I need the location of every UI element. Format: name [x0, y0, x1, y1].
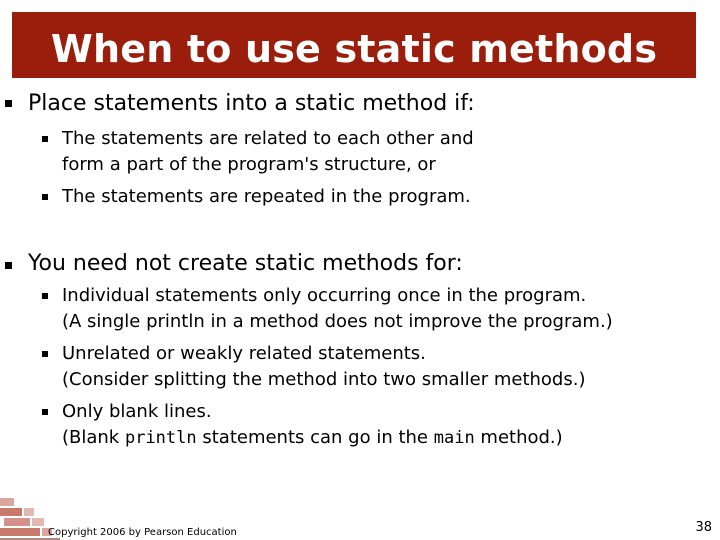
sub-bullet-line: Only blank lines. [62, 401, 212, 422]
sub-bullet-repeated: The statements are repeated in the program. [62, 186, 471, 207]
sub-bullet-line: Unrelated or weakly related statements. [62, 343, 426, 364]
code-main: main [433, 428, 475, 448]
sub-bullet-square [42, 351, 48, 357]
sub-bullet-line: Individual statements only occurring once in the program. [62, 285, 587, 306]
slide-title: When to use static methods [50, 27, 658, 71]
bullet-need-not: You need not create static methods for: [28, 251, 463, 276]
page-number: 38 [695, 520, 712, 535]
copyright-footer: Copyright 2006 by Pearson Education [48, 527, 237, 538]
sub-bullet-line: The statements are related to each other and [62, 128, 474, 149]
sub-bullet-line: form a part of the program's structure, or [62, 154, 436, 175]
sub-bullet-blank-lines [62, 399, 563, 451]
sub-bullet-individual [62, 283, 613, 335]
title-bar [12, 12, 696, 78]
sub-bullet-square [42, 194, 48, 200]
sub-bullet-line: (Consider splitting the method into two smaller methods.) [62, 369, 586, 390]
sub-bullet-unrelated [62, 341, 585, 393]
bullet-square [5, 262, 12, 269]
sub-bullet-related [62, 126, 474, 178]
text-fragment: (Blank [62, 427, 125, 448]
bullet-square [5, 100, 12, 107]
sub-bullet-square [42, 136, 48, 142]
sub-bullet-square [42, 409, 48, 415]
sub-bullet-line: (A single println in a method does not improve the program.) [62, 311, 613, 332]
text-fragment: method.) [474, 427, 563, 448]
code-println: println [124, 428, 197, 448]
sub-bullet-square [42, 293, 48, 299]
bullet-place-statements: Place statements into a static method if: [28, 91, 475, 116]
text-fragment: statements can go in the [196, 427, 434, 448]
